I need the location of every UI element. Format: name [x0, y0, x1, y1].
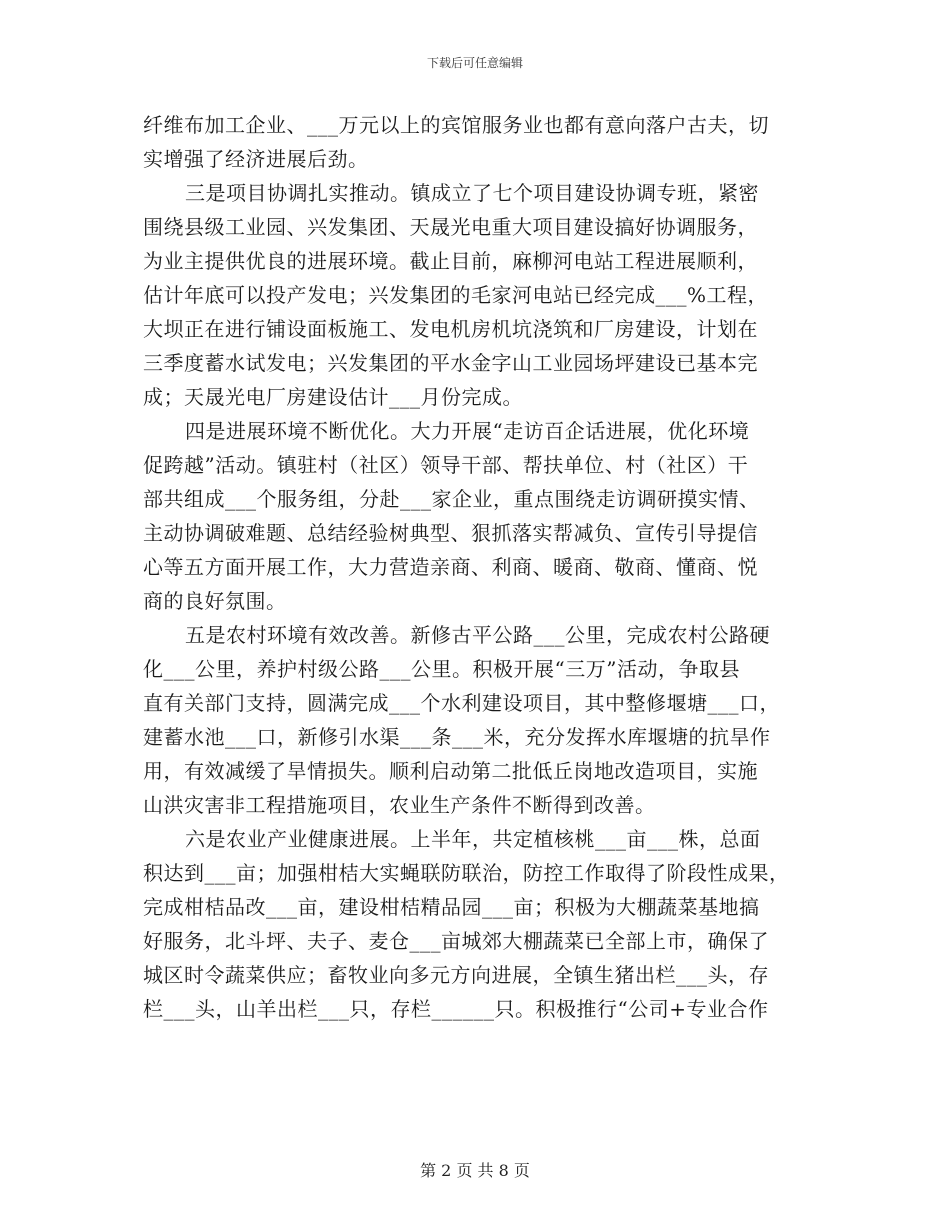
- text-line: 积达到___亩；加强柑桔大实蝇联防联治，防控工作取得了阶段性成果，: [143, 861, 790, 885]
- text-line: 部共组成___个服务组，分赴___家企业，重点围绕走访调研摸实情、: [143, 487, 760, 511]
- text-line: 主动协调破难题、总结经验树典型、狠抓落实帮减负、宣传引导提信: [143, 521, 758, 545]
- text-line: 大坝正在进行铺设面板施工、发电机房机坑浇筑和厂房建设，计划在: [143, 317, 758, 341]
- text-line: 估计年底可以投产发电；兴发集团的毛家河电站已经完成___%工程，: [143, 283, 769, 307]
- text-line: 心等五方面开展工作，大力营造亲商、利商、暖商、敬商、懂商、悦: [143, 555, 758, 579]
- paragraph-start-line: 三是项目协调扎实推动。镇成立了七个项目建设协调专班，紧密: [185, 181, 759, 205]
- text-line: 建蓄水池___口，新修引水渠___条___米，充分发挥水库堰塘的抗旱作: [143, 725, 771, 749]
- text-line: 化___公里，养护村级公路___公里。积极开展“三万”活动，争取县: [143, 657, 740, 681]
- text-line: 实增强了经济进展后劲。: [143, 147, 369, 171]
- text-line: 三季度蓄水试发电；兴发集团的平水金字山工业园场坪建设已基本完: [143, 351, 758, 375]
- text-line: 山洪灾害非工程措施项目，农业生产条件不断得到改善。: [143, 793, 656, 817]
- text-line: 栏___头，山羊出栏___只，存栏______只。积极推行“公司+专业合作: [143, 997, 769, 1021]
- text-line: 商的良好氛围。: [143, 589, 287, 613]
- text-line: 城区时令蔬菜供应；畜牧业向多元方向进展，全镇生猪出栏___头，存: [143, 963, 769, 987]
- text-line: 好服务，北斗坪、夫子、麦仓___亩城郊大棚蔬菜已全部上市，确保了: [143, 929, 769, 953]
- paragraph-start-line: 五是农村环境有效改善。新修古平公路___公里，完成农村公路硬: [185, 623, 770, 647]
- text-line: 完成柑桔品改___亩，建设柑桔精品园___亩；积极为大棚蔬菜基地搞: [143, 895, 760, 919]
- text-line: 促跨越”活动。镇驻村（社区）领导干部、帮扶单位、村（社区）干: [143, 453, 749, 477]
- text-line: 纤维布加工企业、___万元以上的宾馆服务业也都有意向落户古夫，切: [143, 113, 769, 137]
- text-line: 围绕县级工业园、兴发集团、天晟光电重大项目建设搞好协调服务，: [143, 215, 758, 239]
- page-header-note: 下载后可任意编辑: [426, 56, 523, 70]
- text-line: 为业主提供优良的进展环境。截止目前，麻柳河电站工程进展顺利，: [143, 249, 758, 273]
- paragraph-start-line: 四是进展环境不断优化。大力开展“走访百企话进展，优化环境: [185, 419, 750, 443]
- document-body: [143, 108, 808, 1026]
- paragraph-start-line: 六是农业产业健康进展。上半年，共定植核桃___亩___株，总面: [185, 827, 761, 851]
- text-line: 用，有效减缓了旱情损失。顺利启动第二批低丘岗地改造项目，实施: [143, 759, 758, 783]
- text-line: 成；天晟光电厂房建设估计___月份完成。: [143, 385, 523, 409]
- text-line: 直有关部门支持，圆满完成___个水利建设项目，其中整修堰塘___口，: [143, 691, 780, 715]
- page-number: 第 2 页 共 8 页: [420, 1161, 530, 1180]
